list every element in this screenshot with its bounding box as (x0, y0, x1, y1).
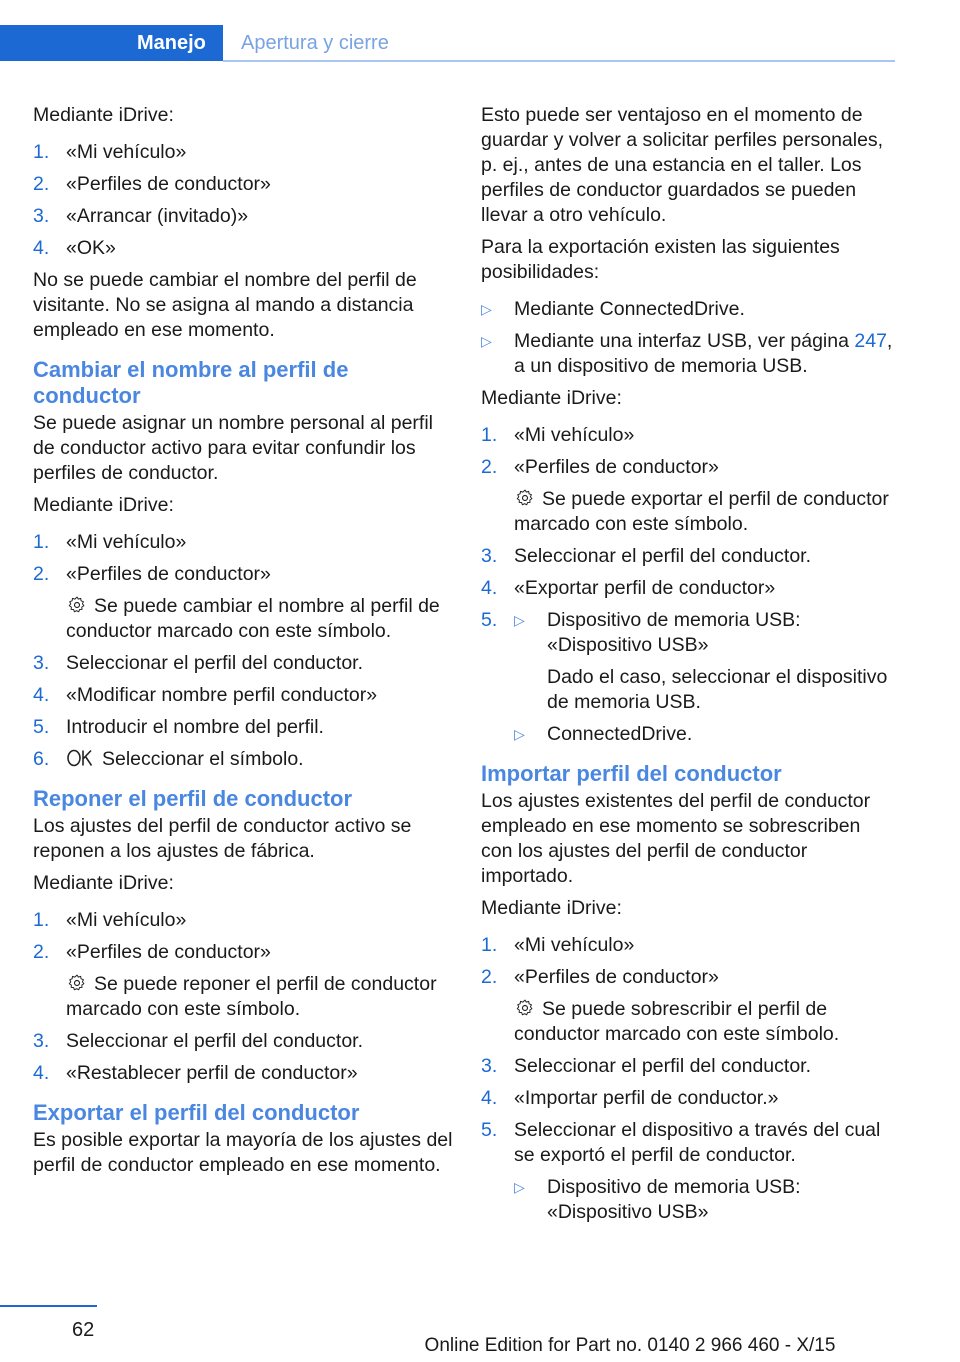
export-options (481, 297, 896, 379)
list-item: 5. ▷ Dispositivo de memoria USB: «Dispositivo USB» Dado el caso, seleccionar el dispositivo de memoria USB. ▷ ConnectedDrive. (481, 608, 896, 747)
settings-gear-icon (514, 998, 536, 1018)
idrive-label: Mediante iDrive: (33, 104, 174, 126)
list-item: 4. «Importar perfil de conductor.» (481, 1087, 779, 1109)
list-item: 1. «Mi vehículo» (33, 909, 187, 931)
export-benefit-para: Esto puede ser ventajoso en el momento de guardar y volver a solicitar perfiles personales, p. ej., antes de una estancia en el taller. Los perfiles de conductor guardados se pueden llevar a otro vehículo. (481, 104, 884, 226)
import-para: Los ajustes existentes del perfil de conductor empleado en ese momento se sobrescriben con los ajustes del perfil de conductor importado. (481, 790, 871, 887)
export-steps (481, 423, 896, 747)
import-sources (514, 1175, 896, 1225)
arrow-icon: ▷ (514, 726, 525, 742)
list-item: 2. «Perfiles de conductor» Se puede reponer el perfil de conductor marcado con este símbolo. (33, 941, 437, 1020)
page-header (0, 25, 895, 63)
page-link[interactable]: 247 (854, 330, 887, 352)
list-item: 4. «OK» (33, 237, 116, 259)
list-item: 2. «Perfiles de conductor» (33, 173, 271, 195)
settings-gear-icon (66, 973, 88, 993)
section-title-rename: Cambiar el nombre al perfil de conductor (33, 357, 349, 408)
list-item: 1. «Mi vehículo» (481, 934, 635, 956)
right-column (481, 103, 896, 1232)
list-item: 1. «Mi vehículo» (33, 531, 187, 553)
list-item: 3. Seleccionar el perfil del conductor. (481, 1055, 812, 1077)
list-item: ▷ Mediante ConnectedDrive. (481, 298, 745, 320)
section-title-export: Exportar el perfil del conductor (33, 1100, 360, 1125)
idrive-label: Mediante iDrive: (481, 897, 622, 919)
arrow-icon: ▷ (514, 612, 525, 628)
rename-para: Se puede asignar un nombre personal al perfil de conductor activo para evitar confundir los perfiles de conductor. (33, 412, 434, 484)
list-item: 3. Seleccionar el perfil del conductor. (33, 1030, 364, 1052)
list-item: 4. «Restablecer perfil de conductor» (33, 1062, 358, 1084)
list-item: ▷ Mediante una interfaz USB, ver página 247, a un dispositivo de memoria USB. (481, 330, 893, 377)
idrive-label: Mediante iDrive: (33, 872, 174, 894)
list-item: 2. «Perfiles de conductor» Se puede exportar el perfil de conductor marcado con este símbolo. (481, 456, 889, 535)
footer-rule (0, 1305, 97, 1307)
list-item: ▷ ConnectedDrive. (514, 723, 693, 745)
ok-icon (66, 748, 96, 768)
export-targets (514, 608, 896, 747)
list-item: ▷ Dispositivo de memoria USB: «Dispositivo USB» (514, 1176, 801, 1223)
list-item: 4. «Modificar nombre perfil conductor» (33, 684, 378, 706)
guest-note: No se puede cambiar el nombre del perfil de visitante. No se asigna al mando a distancia empleado en ese momento. (33, 269, 417, 341)
chapter-tab-manejo[interactable]: Manejo (0, 25, 223, 61)
export-options-para: Para la exportación existen las siguientes posibilidades: (481, 236, 840, 283)
list-item: 3. «Arrancar (invitado)» (33, 205, 249, 227)
settings-gear-icon (514, 488, 536, 508)
list-item: 3. Seleccionar el perfil del conductor. (481, 545, 812, 567)
header-rule (223, 60, 895, 62)
left-column (33, 103, 453, 1185)
list-item: 4. «Exportar perfil de conductor» (481, 577, 776, 599)
edition-footer: Online Edition for Part no. 0140 2 966 460 - X/15 (424, 1335, 836, 1356)
reset-para: Los ajustes del perfil de conductor activo se reponen a los ajustes de fábrica. (33, 815, 412, 862)
list-item: 3. Seleccionar el perfil del conductor. (33, 652, 364, 674)
list-item: 5. Introducir el nombre del perfil. (33, 716, 324, 738)
arrow-icon: ▷ (481, 333, 492, 349)
list-item: 5. Seleccionar el dispositivo a través del cual se exportó el perfil de conductor. ▷ Dispositivo de memoria USB: «Dispositivo USB» (481, 1118, 896, 1225)
arrow-icon: ▷ (481, 301, 492, 317)
page-number: 62 (72, 1319, 95, 1341)
guest-steps (33, 140, 453, 261)
idrive-label: Mediante iDrive: (481, 387, 622, 409)
list-item: 6. Seleccionar el símbolo. (33, 748, 304, 770)
section-title-reset: Reponer el perfil de conductor (33, 786, 353, 811)
list-item: 1. «Mi vehículo» (481, 424, 635, 446)
reset-steps (33, 908, 453, 1086)
chapter-tab-apertura[interactable]: Apertura y cierre (241, 32, 389, 54)
rename-steps (33, 530, 453, 772)
export-para: Es posible exportar la mayoría de los ajustes del perfil de conductor empleado en ese momento. (33, 1129, 453, 1176)
section-title-import: Importar perfil del conductor (481, 761, 782, 786)
idrive-label: Mediante iDrive: (33, 494, 174, 516)
arrow-icon: ▷ (514, 1179, 525, 1195)
list-item: 2. «Perfiles de conductor» Se puede cambiar el nombre al perfil de conductor marcado con este símbolo. (33, 563, 440, 642)
settings-gear-icon (66, 595, 88, 615)
import-steps (481, 933, 896, 1225)
list-item: 1. «Mi vehículo» (33, 141, 187, 163)
list-item: ▷ Dispositivo de memoria USB: «Dispositivo USB» Dado el caso, seleccionar el dispositivo de memoria USB. (514, 609, 888, 713)
list-item: 2. «Perfiles de conductor» Se puede sobrescribir el perfil de conductor marcado con este símbolo. (481, 966, 840, 1045)
